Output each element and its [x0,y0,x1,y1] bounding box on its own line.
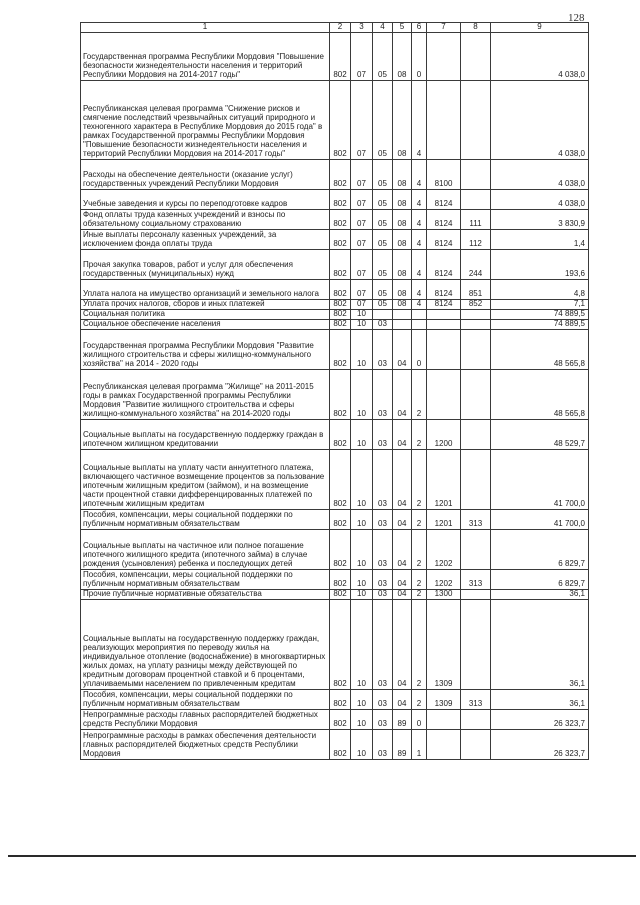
code-article: 1202 [427,570,461,590]
table-row [81,450,589,510]
code-expense-type [461,160,491,190]
code-article: 8124 [427,230,461,250]
code-section: 10 [351,510,373,530]
table-row [81,81,589,160]
row-amount: 3 830,9 [491,210,589,230]
code-section: 10 [351,710,373,730]
row-amount: 6 829,7 [491,570,589,590]
table-row [81,230,589,250]
code-subprogram: 0 [412,710,427,730]
row-description: Учебные заведения и курсы по переподготовке кадров [81,190,330,210]
code-subprogram: 4 [412,81,427,160]
code-subsection: 03 [373,730,393,760]
code-subsection: 03 [373,330,393,370]
code-expense-type [461,600,491,690]
page-number: 128 [568,12,585,24]
code-article [427,370,461,420]
row-amount: 41 700,0 [491,510,589,530]
code-ministry: 802 [330,730,351,760]
code-subprogram: 0 [412,330,427,370]
code-article: 1309 [427,690,461,710]
code-ministry: 802 [330,530,351,570]
code-subprogram: 2 [412,600,427,690]
code-expense-type: 851 [461,280,491,300]
code-section: 10 [351,690,373,710]
row-amount: 1,4 [491,230,589,250]
table-row [81,160,589,190]
code-section: 10 [351,730,373,760]
code-expense-type [461,33,491,81]
code-article: 1309 [427,600,461,690]
code-subsection: 03 [373,710,393,730]
code-program: 08 [393,300,412,310]
code-article: 8124 [427,250,461,280]
row-amount: 36,1 [491,590,589,600]
code-subprogram: 0 [412,33,427,81]
code-article [427,710,461,730]
column-number-1: 1 [81,23,330,33]
code-program: 08 [393,33,412,81]
code-section: 07 [351,280,373,300]
code-expense-type [461,590,491,600]
code-article [427,320,461,330]
row-amount: 48 529,7 [491,420,589,450]
row-description: Социальная политика [81,310,330,320]
code-subsection: 05 [373,81,393,160]
table-row [81,280,589,300]
code-ministry: 802 [330,81,351,160]
code-article [427,310,461,320]
code-section: 10 [351,450,373,510]
code-article: 1201 [427,510,461,530]
column-number-8: 8 [461,23,491,33]
row-description: Социальное обеспечение населения [81,320,330,330]
table-row [81,570,589,590]
code-subsection: 05 [373,230,393,250]
code-ministry: 802 [330,690,351,710]
code-section: 07 [351,33,373,81]
table-row [81,250,589,280]
code-program: 08 [393,250,412,280]
code-expense-type [461,450,491,510]
column-number-3: 3 [351,23,373,33]
code-program: 08 [393,190,412,210]
code-subsection: 03 [373,370,393,420]
table-row [81,33,589,81]
code-program: 08 [393,210,412,230]
row-amount: 74 889,5 [491,310,589,320]
row-amount: 48 565,8 [491,370,589,420]
code-ministry: 802 [330,590,351,600]
row-amount: 4 038,0 [491,160,589,190]
code-expense-type [461,310,491,320]
row-description: Прочая закупка товаров, работ и услуг для обеспечения государственных (муниципальных) нужд [81,250,330,280]
code-subprogram: 4 [412,230,427,250]
row-amount: 4 038,0 [491,190,589,210]
table-row [81,330,589,370]
row-amount: 193,6 [491,250,589,280]
row-amount: 26 323,7 [491,710,589,730]
code-subprogram [412,320,427,330]
row-description: Непрограммные расходы главных распорядителей бюджетных средств Республики Мордовия [81,710,330,730]
code-subprogram: 2 [412,690,427,710]
code-section: 07 [351,210,373,230]
row-amount: 4 038,0 [491,33,589,81]
code-subprogram: 4 [412,300,427,310]
code-subprogram: 4 [412,190,427,210]
code-subprogram: 2 [412,450,427,510]
code-article: 8100 [427,160,461,190]
table-row [81,710,589,730]
code-program: 04 [393,420,412,450]
code-section: 07 [351,81,373,160]
row-amount: 6 829,7 [491,530,589,570]
code-ministry: 802 [330,370,351,420]
column-number-4: 4 [373,23,393,33]
code-article: 8124 [427,210,461,230]
row-description: Пособия, компенсации, меры социальной поддержки по публичным нормативным обязательствам [81,510,330,530]
code-program: 89 [393,710,412,730]
code-ministry: 802 [330,710,351,730]
row-description: Государственная программа Республики Мордовия "Развитие жилищного строительства и сферы жилищно-коммунального хозяйства" на 2014 - 2020 годы [81,330,330,370]
code-article [427,33,461,81]
code-ministry: 802 [330,250,351,280]
code-program [393,320,412,330]
column-number-2: 2 [330,23,351,33]
code-subprogram: 1 [412,730,427,760]
table-row [81,210,589,230]
code-ministry: 802 [330,300,351,310]
table-row [81,420,589,450]
code-section: 10 [351,590,373,600]
code-subprogram: 2 [412,530,427,570]
code-program: 04 [393,510,412,530]
row-description: Социальные выплаты на уплату части аннуитетного платежа, включающего частичное возмещение процентов за пользование ипотечным жилищным кредитом (займом), и на возмещение части процентной ставки дифференцированных платежей по ипотечным жилищным кредитам [81,450,330,510]
column-number-7: 7 [427,23,461,33]
code-ministry: 802 [330,210,351,230]
code-subsection: 05 [373,33,393,81]
row-description: Уплата прочих налогов, сборов и иных платежей [81,300,330,310]
code-article [427,730,461,760]
code-subprogram: 2 [412,420,427,450]
row-description: Уплата налога на имущество организаций и земельного налога [81,280,330,300]
code-program: 04 [393,590,412,600]
code-section: 07 [351,300,373,310]
table-row [81,370,589,420]
code-program: 04 [393,450,412,510]
table-row [81,300,589,310]
row-amount: 36,1 [491,690,589,710]
code-expense-type: 313 [461,510,491,530]
column-number-5: 5 [393,23,412,33]
row-amount: 4,8 [491,280,589,300]
code-section: 10 [351,600,373,690]
code-article [427,81,461,160]
row-amount: 26 323,7 [491,730,589,760]
code-ministry: 802 [330,310,351,320]
code-ministry: 802 [330,450,351,510]
code-expense-type [461,530,491,570]
code-ministry: 802 [330,160,351,190]
code-section: 10 [351,420,373,450]
code-article: 8124 [427,300,461,310]
code-section: 07 [351,230,373,250]
table-row [81,310,589,320]
code-expense-type: 313 [461,570,491,590]
code-expense-type: 112 [461,230,491,250]
code-article: 8124 [427,190,461,210]
code-article: 1300 [427,590,461,600]
code-ministry: 802 [330,420,351,450]
code-subsection: 05 [373,190,393,210]
code-ministry: 802 [330,230,351,250]
row-description: Социальные выплаты на государственную поддержку граждан, реализующих мероприятия по переводу жилья на индивидуальное отопление (водоснабжение) в многоквартирных жилых домах, на уплату разницы между действующей по кредитным договорам процентной ставкой и 6 процентами, уплачиваемыми населением по привлеченным кредитам [81,600,330,690]
row-amount: 74 889,5 [491,320,589,330]
code-program [393,310,412,320]
code-expense-type [461,190,491,210]
column-number-6: 6 [412,23,427,33]
code-ministry: 802 [330,600,351,690]
row-description: Непрограммные расходы в рамках обеспечения деятельности главных распорядителей бюджетных средств Республики Мордовия [81,730,330,760]
code-article: 8124 [427,280,461,300]
code-expense-type: 852 [461,300,491,310]
row-description: Фонд оплаты труда казенных учреждений и взносы по обязательному социальному страхованию [81,210,330,230]
code-section: 10 [351,570,373,590]
code-expense-type [461,420,491,450]
code-section: 10 [351,370,373,420]
code-ministry: 802 [330,280,351,300]
table-row [81,600,589,690]
code-program: 89 [393,730,412,760]
code-expense-type: 313 [461,690,491,710]
column-number-9: 9 [491,23,589,33]
row-amount: 41 700,0 [491,450,589,510]
code-subprogram: 4 [412,210,427,230]
code-ministry: 802 [330,33,351,81]
code-section: 07 [351,190,373,210]
row-description: Прочие публичные нормативные обязательства [81,590,330,600]
code-expense-type [461,370,491,420]
row-description: Социальные выплаты на государственную поддержку граждан в ипотечном жилищном кредитовании [81,420,330,450]
code-subsection: 03 [373,600,393,690]
code-article: 1200 [427,420,461,450]
code-program: 08 [393,230,412,250]
code-subprogram: 2 [412,370,427,420]
row-amount: 36,1 [491,600,589,690]
code-subsection: 03 [373,530,393,570]
row-amount: 48 565,8 [491,330,589,370]
table-row [81,320,589,330]
table-row [81,730,589,760]
code-section: 10 [351,310,373,320]
code-subsection: 05 [373,280,393,300]
row-amount: 4 038,0 [491,81,589,160]
code-program: 04 [393,370,412,420]
code-subsection: 03 [373,420,393,450]
code-ministry: 802 [330,570,351,590]
code-section: 10 [351,320,373,330]
code-subprogram: 4 [412,250,427,280]
code-subprogram: 2 [412,510,427,530]
row-description: Государственная программа Республики Мордовия "Повышение безопасности жизнедеятельности населения и территорий Республики Мордовия на 2014-2017 годы" [81,33,330,81]
code-subprogram: 2 [412,590,427,600]
code-subsection: 05 [373,160,393,190]
code-program: 04 [393,530,412,570]
code-ministry: 802 [330,330,351,370]
code-section: 07 [351,160,373,190]
code-subsection [373,310,393,320]
code-program: 04 [393,570,412,590]
row-description: Социальные выплаты на частичное или полное погашение ипотечного жилищного кредита (ипотечного займа) в случае рождения (усыновления) ребенка и последующих детей [81,530,330,570]
code-article: 1201 [427,450,461,510]
code-expense-type [461,730,491,760]
code-ministry: 802 [330,190,351,210]
table-header-row [81,23,589,33]
code-program: 08 [393,160,412,190]
code-program: 04 [393,330,412,370]
code-subsection: 03 [373,320,393,330]
code-subsection: 03 [373,450,393,510]
code-expense-type [461,710,491,730]
code-program: 08 [393,280,412,300]
code-subprogram: 4 [412,280,427,300]
code-subprogram: 2 [412,570,427,590]
row-description: Республиканская целевая программа "Жилище" на 2011-2015 годы в рамках Государственной программы Республики Мордовия "Развитие жилищного строительства и сферы жилищно-коммунального хозяйства" на 2014-2020 годы [81,370,330,420]
code-expense-type: 244 [461,250,491,280]
code-expense-type [461,330,491,370]
code-section: 10 [351,330,373,370]
row-amount: 7,1 [491,300,589,310]
code-subprogram [412,310,427,320]
code-subsection: 03 [373,570,393,590]
code-expense-type [461,81,491,160]
code-subsection: 05 [373,300,393,310]
row-description: Пособия, компенсации, меры социальной поддержки по публичным нормативным обязательствам [81,570,330,590]
code-program: 04 [393,690,412,710]
code-subprogram: 4 [412,160,427,190]
page-bottom-rule [8,855,636,857]
code-subsection: 03 [373,590,393,600]
table-row [81,690,589,710]
code-subsection: 03 [373,510,393,530]
table-row [81,510,589,530]
table-row [81,590,589,600]
code-section: 10 [351,530,373,570]
code-subsection: 03 [373,690,393,710]
code-ministry: 802 [330,320,351,330]
code-program: 04 [393,600,412,690]
budget-table [80,22,589,760]
row-description: Пособия, компенсации, меры социальной поддержки по публичным нормативным обязательствам [81,690,330,710]
row-description: Иные выплаты персоналу казенных учреждений, за исключением фонда оплаты труда [81,230,330,250]
code-expense-type: 111 [461,210,491,230]
code-section: 07 [351,250,373,280]
code-subsection: 05 [373,250,393,280]
code-article [427,330,461,370]
table-row [81,190,589,210]
row-description: Расходы на обеспечение деятельности (оказание услуг) государственных учреждений Республики Мордовия [81,160,330,190]
code-expense-type [461,320,491,330]
code-program: 08 [393,81,412,160]
row-description: Республиканская целевая программа "Снижение рисков и смягчение последствий чрезвычайных ситуаций природного и техногенного характера в Республике Мордовия до 2015 года" в рамках Государственной программы Республики Мордовия "Повышение безопасности жизнедеятельности населения и территорий Республики Мордовия на 2014-2017 годы" [81,81,330,160]
code-subsection: 05 [373,210,393,230]
table-row [81,530,589,570]
code-ministry: 802 [330,510,351,530]
code-article: 1202 [427,530,461,570]
